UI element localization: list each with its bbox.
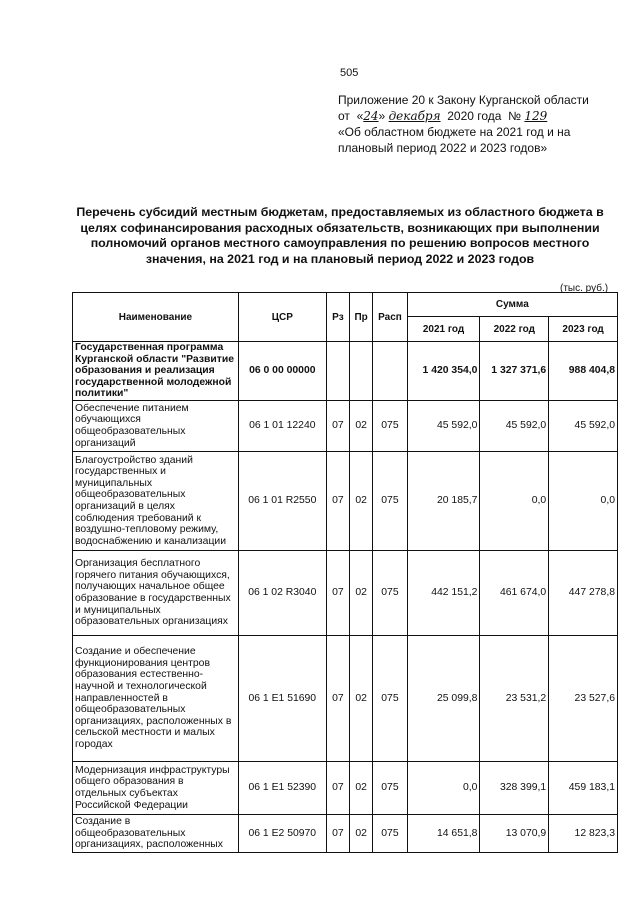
row-csr: 06 1 01 12240 [238,400,326,451]
subsidies-table [72,292,618,853]
document-title: Перечень субсидий местным бюджетам, предоставляемых из областного бюджета в целях софинансирования расходных обязательств, возникающих при выполнении полномочий органов местного самоуправления по решению вопросов местного значения, на 2021 год и на плановый период 2022 и 2023 годов [76,205,604,266]
row-2022: 23 531,2 [480,635,549,761]
header-csr: ЦСР [238,293,326,342]
row-pr: 02 [350,814,373,852]
table-row [73,635,618,761]
row-2023: 23 527,6 [549,635,618,761]
number-prefix: № [508,109,522,123]
row-2021: 0,0 [407,761,480,814]
row-name: Создание в общеобразовательных организациях, расположенных [73,814,239,852]
row-pr: 02 [350,761,373,814]
close-quote: » [378,109,386,123]
row-csr: 06 1 E1 51690 [238,635,326,761]
row-2021: 1 420 354,0 [407,342,480,401]
row-2023: 447 278,8 [549,550,618,635]
header-2023: 2023 год [549,317,618,342]
table-row [73,550,618,635]
row-2023: 0,0 [549,451,618,550]
row-2021: 25 099,8 [407,635,480,761]
row-2022: 45 592,0 [480,400,549,451]
row-2023: 988 404,8 [549,342,618,401]
header-row-1 [73,293,618,317]
row-rz: 07 [326,550,349,635]
row-2022: 328 399,1 [480,761,549,814]
row-rasp: 075 [373,814,407,852]
row-csr: 06 1 E2 50970 [238,814,326,852]
row-rasp: 075 [373,400,407,451]
row-name: Создание и обеспечение функционирования центров образования естественно-научной и технологической направленностей в общеобразовательных организациях, расположенных в сельской местности и малых городах [73,635,239,761]
row-2022: 461 674,0 [480,550,549,635]
row-name: Обеспечение питанием обучающихся общеобразовательных организаций [73,400,239,451]
header-sum: Сумма [407,293,617,317]
table-row [73,342,618,401]
appendix-line-2 [338,108,628,124]
row-pr: 02 [350,400,373,451]
row-2022: 13 070,9 [480,814,549,852]
row-2023: 45 592,0 [549,400,618,451]
row-rasp: 075 [373,635,407,761]
row-2021: 14 651,8 [407,814,480,852]
row-2023: 12 823,3 [549,814,618,852]
table-row [73,400,618,451]
appendix-block [338,92,628,156]
units-label: (тыс. руб.) [560,283,609,294]
header-pr: Пр [350,293,373,342]
row-pr: 02 [350,550,373,635]
row-rasp [373,342,407,401]
row-csr: 06 0 00 00000 [238,342,326,401]
appendix-line-4: плановый период 2022 и 2023 годов» [338,141,548,155]
header-name: Наименование [73,293,239,342]
row-2023: 459 183,1 [549,761,618,814]
year-text: 2020 года [447,109,502,123]
from-prefix: от [338,109,350,123]
handwritten-number: 129 [524,109,548,123]
header-2021: 2021 год [407,317,480,342]
row-pr: 02 [350,635,373,761]
header-2022: 2022 год [480,317,549,342]
row-csr: 06 1 E1 52390 [238,761,326,814]
row-2021: 45 592,0 [407,400,480,451]
row-name: Благоустройство зданий государственных и муниципальных общеобразовательных организаций в целях соблюдения требований к воздушно-тепловому режиму, водоснабжению и канализации [73,451,239,550]
appendix-line-1: Приложение 20 к Закону Курганской области [338,93,589,107]
row-rz: 07 [326,451,349,550]
table-row [73,451,618,550]
row-rz: 07 [326,400,349,451]
row-csr: 06 1 01 R2550 [238,451,326,550]
row-name: Государственная программа Курганской области "Развитие образования и реализация государственной молодежной политики" [73,342,239,401]
handwritten-day: 24 [363,109,379,123]
table-row [73,814,618,852]
handwritten-month: декабря [388,109,441,123]
row-2022: 0,0 [480,451,549,550]
row-2021: 442 151,2 [407,550,480,635]
page-number: 505 [340,67,359,79]
table-row [73,761,618,814]
row-name: Модернизация инфраструктуры общего образования в отдельных субъектах Российской Федерации [73,761,239,814]
row-pr [350,342,373,401]
row-rz: 07 [326,814,349,852]
row-name: Организация бесплатного горячего питания обучающихся, получающих начальное общее образование в государственных и муниципальных образовательных организациях [73,550,239,635]
row-rasp: 075 [373,761,407,814]
row-csr: 06 1 02 R3040 [238,550,326,635]
row-2021: 20 185,7 [407,451,480,550]
row-rasp: 075 [373,550,407,635]
row-rz: 07 [326,761,349,814]
row-rz: 07 [326,635,349,761]
row-pr: 02 [350,451,373,550]
appendix-line-3: «Об областном бюджете на 2021 год и на [338,125,571,139]
header-rasp: Расп [373,293,407,342]
row-rasp: 075 [373,451,407,550]
header-rz: Рз [326,293,349,342]
row-rz [326,342,349,401]
row-2022: 1 327 371,6 [480,342,549,401]
open-quote: « [356,109,364,123]
